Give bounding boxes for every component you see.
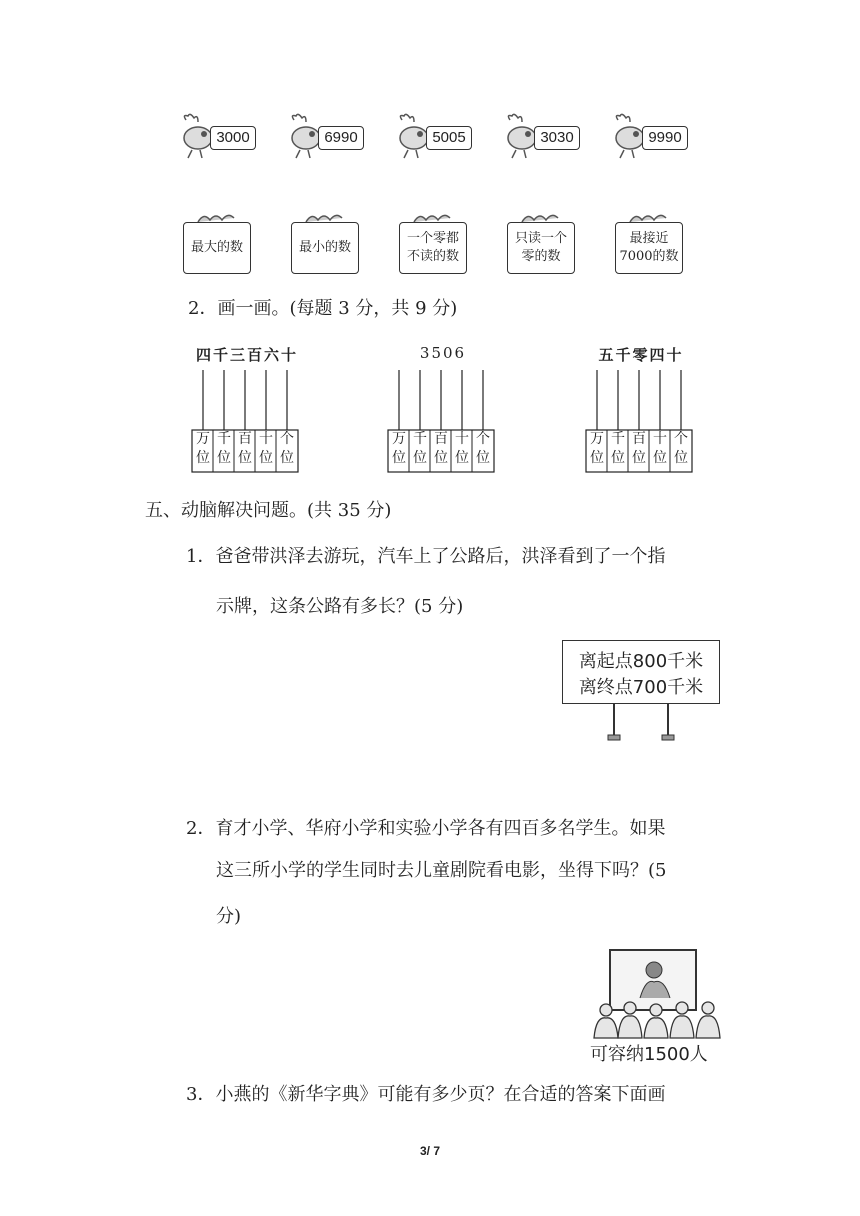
question-2-heading: 2．画一画。(每题 3 分，共 9 分) xyxy=(188,298,458,319)
number-box: 6990 xyxy=(318,126,364,150)
answer-card-3 xyxy=(399,222,467,274)
problem-2-line-2: 这三所小学的学生同时去儿童剧院看电影，坐得下吗？(5 xyxy=(216,860,667,881)
bird-card-5 xyxy=(610,112,710,160)
bird-card-2 xyxy=(286,112,386,160)
card-label: 一个零都 不读的数 xyxy=(406,231,459,264)
answer-card-2 xyxy=(291,222,359,274)
number-box: 3000 xyxy=(210,126,256,150)
bird-card-4 xyxy=(502,112,602,160)
problem-1-line-1: 1．爸爸带洪泽去游玩，汽车上了公路后，洪泽看到了一个指 xyxy=(186,546,666,567)
place-label: 十 位 xyxy=(455,431,469,466)
cinema-caption: 可容纳1500人 xyxy=(590,1044,708,1065)
problem-3-line-1: 3．小燕的《新华字典》可能有多少页？在合适的答案下面画 xyxy=(186,1084,666,1105)
problem-1-line-2: 示牌，这条公路有多长？(5 分) xyxy=(216,596,464,617)
number-box: 9990 xyxy=(642,126,688,150)
road-sign xyxy=(562,640,722,742)
abacus-1 xyxy=(182,340,312,480)
place-label: 万 位 xyxy=(196,431,210,466)
bird-card-1 xyxy=(178,112,278,160)
sign-posts xyxy=(562,640,722,742)
abacus-title: 四千三百六十 xyxy=(195,346,298,364)
card-label: 最大的数 xyxy=(190,240,243,255)
place-label: 十 位 xyxy=(259,431,273,466)
place-label: 个 位 xyxy=(476,431,490,466)
sign-line-2: 离终点700千米 xyxy=(578,677,704,698)
answer-card-5 xyxy=(615,222,683,274)
page-number: 3/ 7 xyxy=(419,1144,440,1158)
number-box: 5005 xyxy=(426,126,472,150)
answer-card-4 xyxy=(507,222,575,274)
cinema-illustration xyxy=(588,948,736,1066)
place-label: 十 位 xyxy=(653,431,667,466)
sign-line-1: 离起点800千米 xyxy=(578,651,704,672)
abacus-3 xyxy=(576,340,706,480)
place-label: 千 位 xyxy=(413,431,427,466)
place-label: 百 位 xyxy=(238,431,252,466)
place-label: 百 位 xyxy=(632,431,646,466)
bird-card-3 xyxy=(394,112,494,160)
card-label: 最接近 7000的数 xyxy=(619,231,679,264)
problem-2-line-1: 2．育才小学、华府小学和实验小学各有四百多名学生。如果 xyxy=(186,818,666,839)
card-label: 只读一个 零的数 xyxy=(514,231,567,264)
abacus-2 xyxy=(378,340,508,480)
place-label: 千 位 xyxy=(217,431,231,466)
problem-2-line-3: 分) xyxy=(216,906,242,927)
place-label: 万 位 xyxy=(392,431,406,466)
abacus-title: 五千零四十 xyxy=(598,346,684,364)
card-label: 最小的数 xyxy=(298,240,351,255)
place-label: 万 位 xyxy=(590,431,604,466)
place-label: 千 位 xyxy=(611,431,625,466)
place-label: 个 位 xyxy=(674,431,688,466)
abacus-title: 3506 xyxy=(419,344,467,362)
place-label: 百 位 xyxy=(434,431,448,466)
place-label: 个 位 xyxy=(280,431,294,466)
answer-card-1 xyxy=(183,222,251,274)
section-5-heading: 五、动脑解决问题。(共 35 分) xyxy=(145,500,392,521)
number-box: 3030 xyxy=(534,126,580,150)
